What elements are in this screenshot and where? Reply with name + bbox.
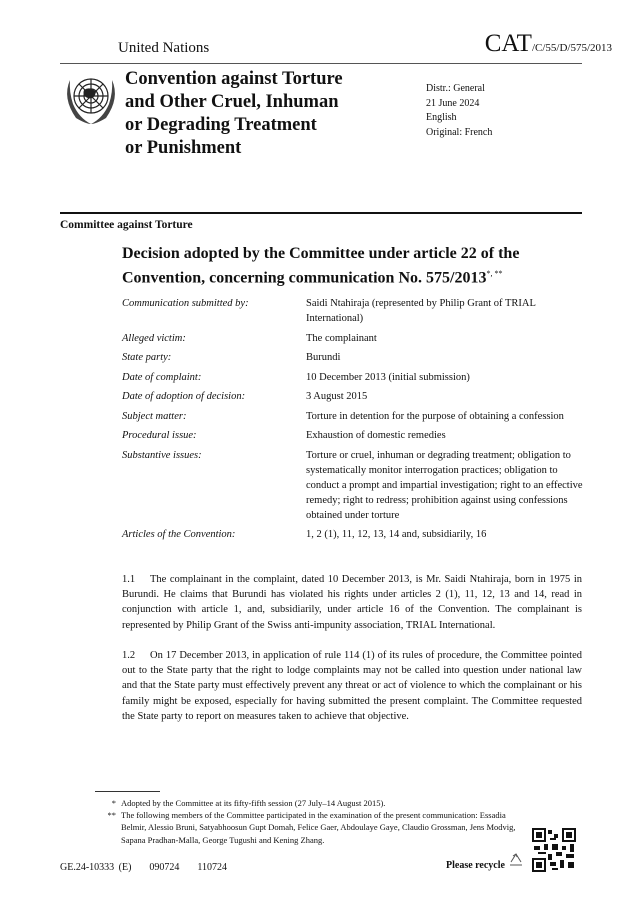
qr-code-icon: [532, 828, 576, 872]
footnote-text: The following members of the Committee participated in the examination of the present communication: Essadia Belmir, Alessio Bruni, Satyabhoosun Gupt Domah, Felice Gaer, Abdoulaye Gaye, Claudio Grossman, Jens Modvig, Sapana Pradhan-Malla, George Tugushi and Kening Zhang.: [121, 810, 516, 845]
paragraph-text: The complainant in the complaint, dated 10 December 2013, is Mr. Saidi Ntahiraja, born in 1975 in Burundi. He claims that Burundi has violated his rights under articles 2 (1), 11, 12, 13 and 14, read in conjunction with article 1, and, subsidiarily, under article 16 of the Convention. The complainant is represented by Philip Grant of the Swiss anti-impunity association, TRIAL International.: [122, 574, 582, 631]
metadata-row: [122, 331, 586, 351]
metadata-value: 10 December 2013 (initial submission): [306, 371, 470, 383]
title-line: Convention against Torture: [125, 69, 343, 89]
decision-heading: [122, 244, 542, 288]
paragraph-number: 1.2: [122, 650, 136, 661]
metadata-row: [122, 350, 586, 370]
recycle-icon: [507, 852, 525, 870]
footnote-rule: [95, 791, 160, 792]
metadata-row: [122, 448, 586, 528]
metadata-value: Exhaustion of domestic remedies: [306, 430, 446, 441]
committee-name: Committee against Torture: [60, 219, 193, 231]
metadata-row: [122, 296, 586, 331]
distribution: Distr.: General: [426, 83, 485, 94]
job-number: GE.24-10333 (E) 090724 110724: [60, 862, 228, 873]
metadata-row: [122, 527, 586, 547]
original-language: Original: French: [426, 126, 493, 138]
footnote-2: [95, 809, 525, 846]
metadata-label: Date of complaint:: [122, 371, 202, 383]
metadata-row: [122, 428, 586, 448]
language: English: [426, 112, 457, 123]
metadata-row: [122, 409, 586, 429]
metadata-row: [122, 370, 586, 390]
paragraph-1-1: [122, 572, 582, 633]
metadata-value: 3 August 2015: [306, 391, 368, 402]
un-emblem-icon: [60, 70, 122, 126]
metadata-row: [122, 389, 586, 409]
metadata-label: Procedural issue:: [122, 430, 197, 441]
metadata-label: Alleged victim:: [122, 332, 186, 344]
metadata-value: Torture or cruel, inhuman or degrading treatment; obligation to systematically monitor interrogation practices; obligation to conduct a prompt and impartial investigation; right to an effective remedy; right to redress; prohibition against using confessions obtained under torture: [306, 449, 583, 521]
title-line: or Punishment: [125, 138, 242, 158]
paragraph-number: 1.1: [122, 574, 136, 585]
issue-date: 21 June 2024: [426, 97, 480, 109]
footnote-mark: *: [111, 798, 116, 808]
metadata-value: Burundi: [306, 352, 341, 363]
footnote-1: [95, 797, 525, 809]
metadata-value: Torture in detention for the purpose of obtaining a confession: [306, 410, 564, 422]
footnote-text: Adopted by the Committee at its fifty-fifth session (27 July–14 August 2015).: [121, 798, 386, 808]
footnote-marks[interactable]: *, **: [486, 269, 503, 278]
symbol-rest: /C/55/D/575/2013: [531, 42, 612, 54]
metadata-label: Subject matter:: [122, 410, 187, 422]
paragraph-text: On 17 December 2013, in application of rule 114 (1) of its rules of procedure, the Committee pointed out to the State party that the right to lodge complaints may not be called into question under national law and that the State party must effectively prevent any threat or act of violence to which the complainant or his family might be exposed, especially for having submitted the present complaint. The Committee requested the State party to report on measures taken to achieve that objective.: [122, 650, 582, 722]
metadata-value: 1, 2 (1), 11, 12, 13, 14 and, subsidiarily, 16: [306, 529, 487, 540]
decision-title: Decision adopted by the Committee under article 22 of the Convention, concerning communication No. 575/2013: [122, 245, 520, 287]
thick-rule: [60, 212, 582, 214]
metadata-value: The complainant: [306, 332, 377, 344]
header-rule: [60, 63, 582, 64]
metadata-label: State party:: [122, 352, 172, 363]
footnote-mark: **: [107, 810, 116, 820]
case-metadata-table: [122, 296, 586, 547]
metadata-label: Articles of the Convention:: [122, 529, 236, 540]
title-line: or Degrading Treatment: [125, 115, 317, 135]
metadata-label: Communication submitted by:: [122, 298, 249, 309]
please-recycle: Please recycle: [446, 860, 505, 871]
title-line: and Other Cruel, Inhuman: [125, 92, 339, 112]
symbol-main: CAT: [484, 30, 532, 57]
metadata-label: Date of adoption of decision:: [122, 391, 246, 402]
paragraph-1-2: [122, 648, 582, 724]
metadata-label: Substantive issues:: [122, 449, 202, 461]
document-symbol: [485, 30, 612, 58]
organization-name: United Nations: [118, 40, 210, 56]
distribution-info: [426, 82, 492, 140]
metadata-value: Saidi Ntahiraja (represented by Philip Grant of TRIAL International): [306, 298, 536, 324]
convention-title: [125, 68, 343, 160]
